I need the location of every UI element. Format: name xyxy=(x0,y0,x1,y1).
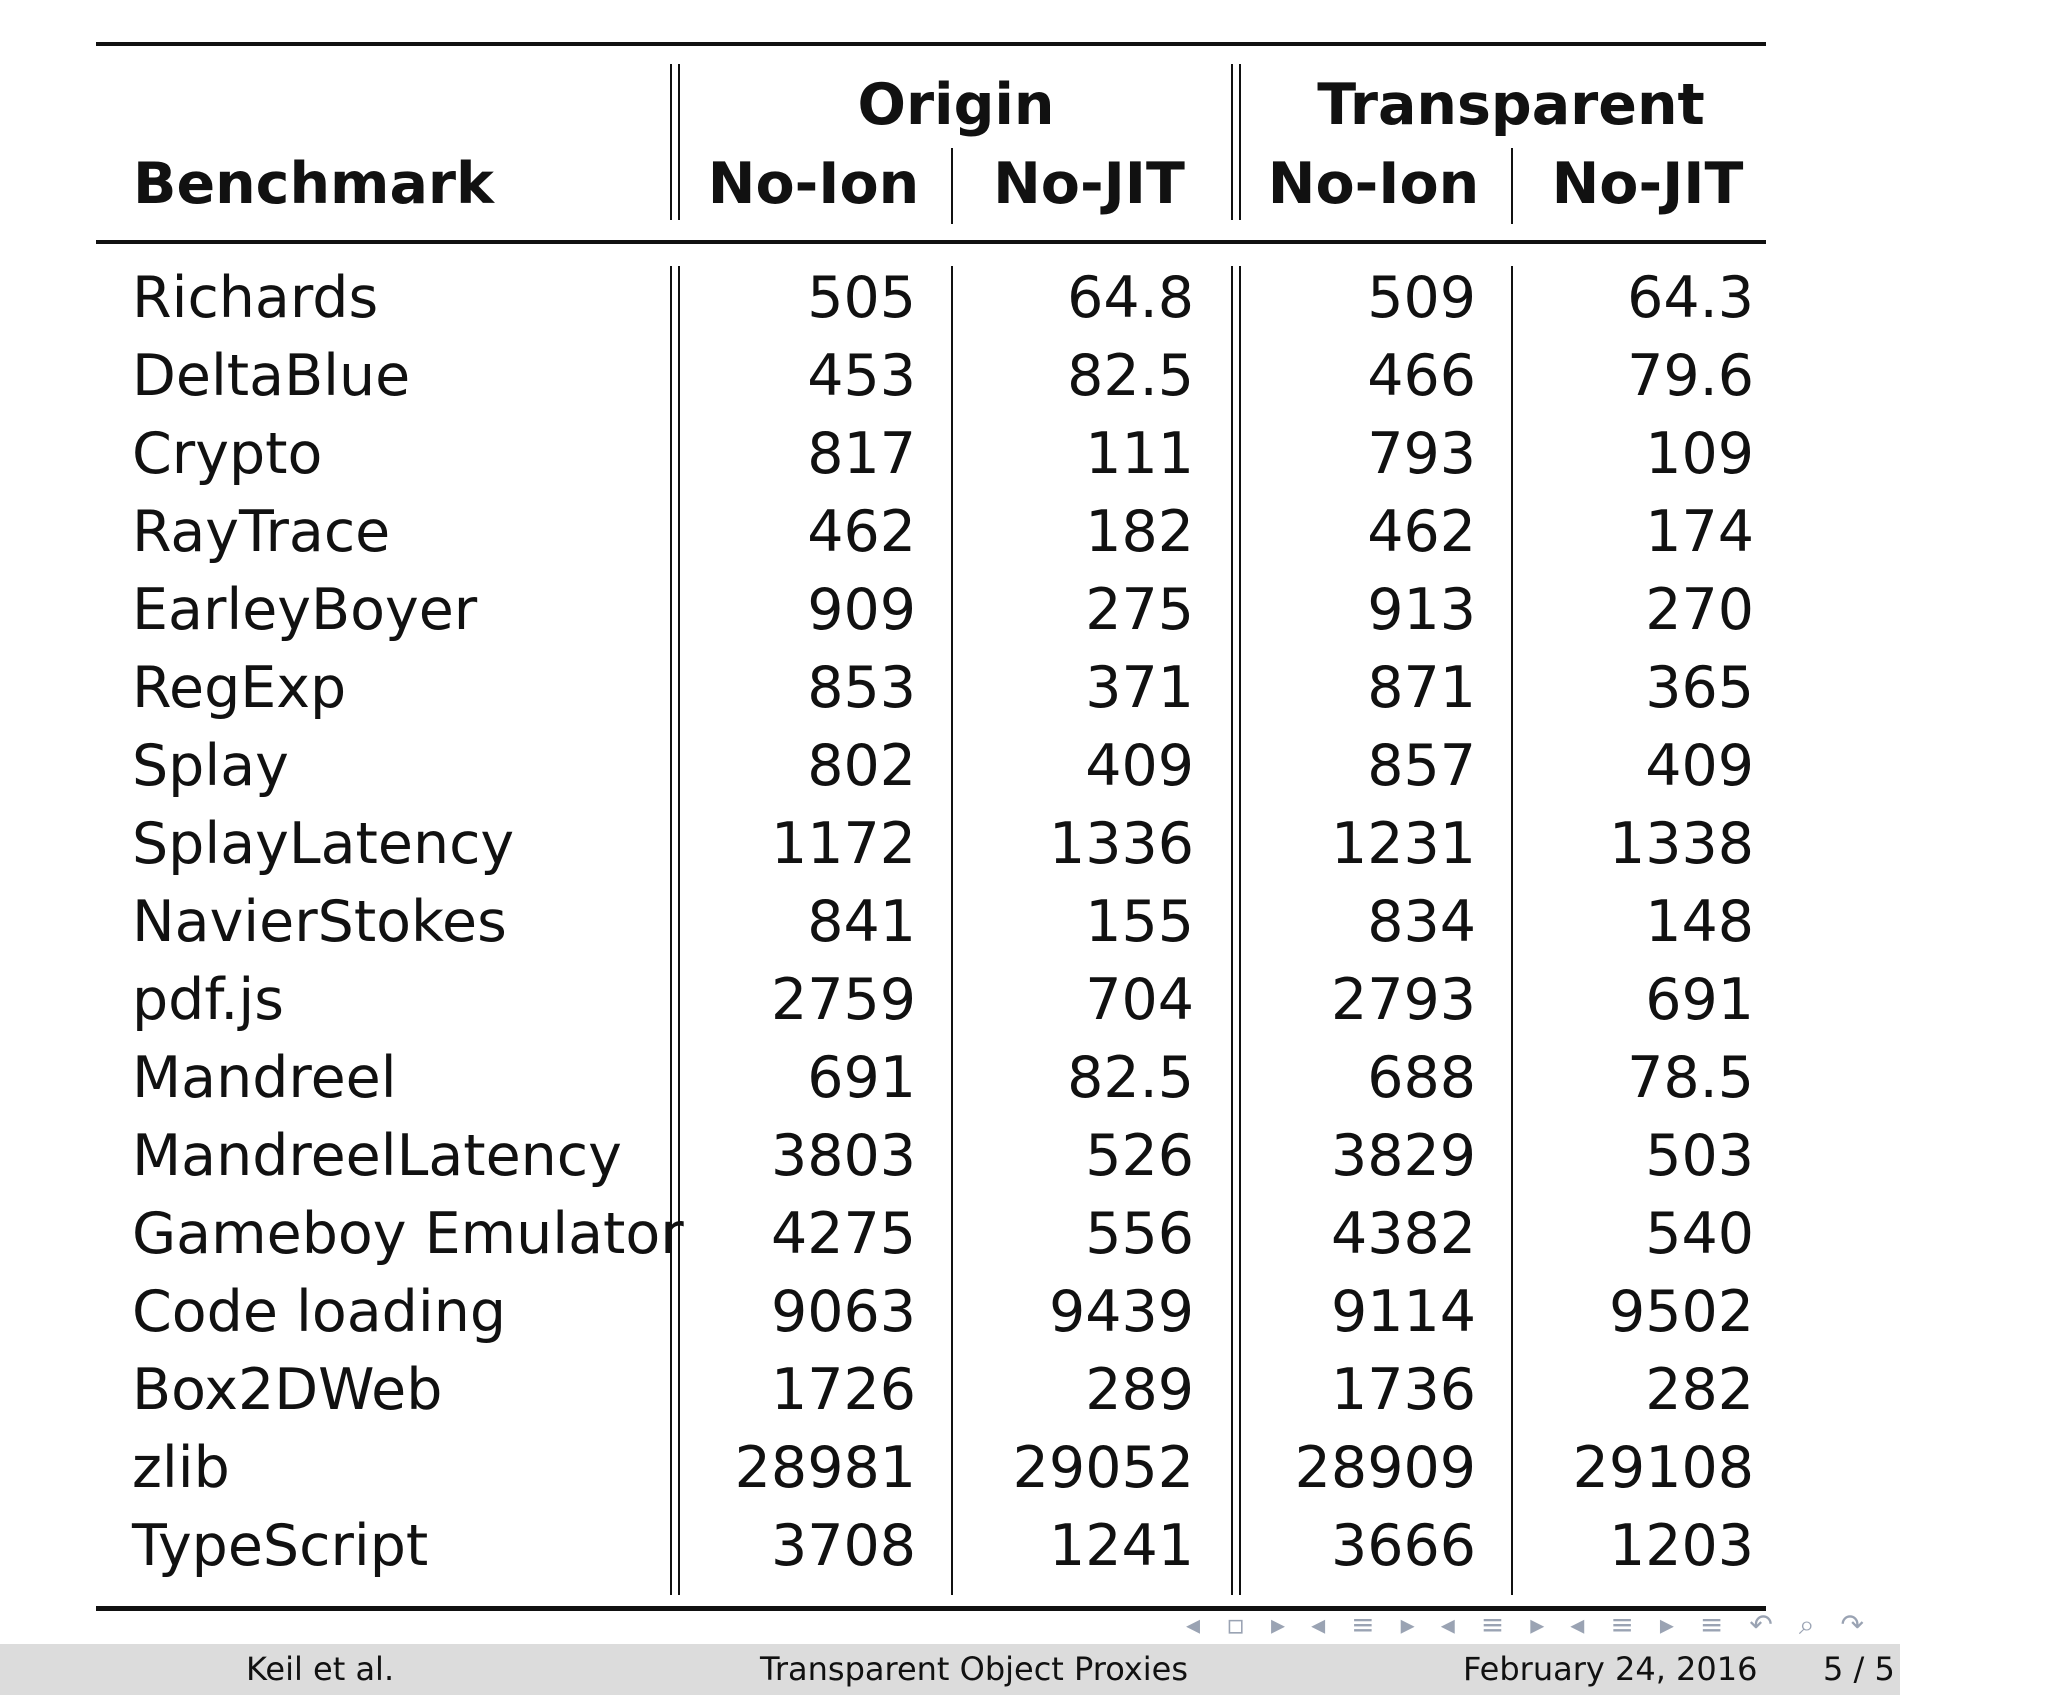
table-cell-value: 453 xyxy=(807,343,916,409)
benchmark-name: MandreelLatency xyxy=(132,1123,622,1189)
table-cell-value: 871 xyxy=(1367,655,1476,721)
header-rule xyxy=(96,240,1766,244)
table-cell-value: 82.5 xyxy=(1067,343,1194,409)
table-cell-value: 275 xyxy=(1085,577,1194,643)
table-cell-value: 409 xyxy=(1645,733,1754,799)
table-cell-value: 3803 xyxy=(770,1123,916,1189)
benchmark-name: TypeScript xyxy=(132,1513,429,1579)
table-cell-value: 691 xyxy=(1645,967,1754,1033)
double-rule xyxy=(670,64,672,220)
table-cell-value: 909 xyxy=(807,577,916,643)
table-cell-value: 503 xyxy=(1645,1123,1754,1189)
table-cell-value: 109 xyxy=(1645,421,1754,487)
table-cell-value: 4382 xyxy=(1330,1201,1476,1267)
table-cell-value: 462 xyxy=(1367,499,1476,565)
arrow-left-icon[interactable]: ◂ xyxy=(1186,1608,1201,1641)
table-cell-value: 1231 xyxy=(1330,811,1476,877)
table-cell-value: 282 xyxy=(1645,1357,1754,1423)
table-cell-value: 111 xyxy=(1085,421,1194,487)
table-body xyxy=(96,0,1766,1620)
table-cell-value: 1241 xyxy=(1048,1513,1194,1579)
sub-header: No-JIT xyxy=(993,151,1185,217)
table-cell-value: 704 xyxy=(1085,967,1194,1033)
sub-header: No-JIT xyxy=(1551,151,1744,217)
arrow-right-icon[interactable]: ▸ xyxy=(1530,1608,1545,1641)
benchmark-name: Mandreel xyxy=(132,1045,397,1111)
benchmark-table xyxy=(96,0,1766,1620)
benchmark-name: SplayLatency xyxy=(132,811,515,877)
table-cell-value: 64.3 xyxy=(1627,265,1754,331)
top-rule xyxy=(96,42,1766,46)
table-cell-value: 509 xyxy=(1367,265,1476,331)
table-cell-value: 82.5 xyxy=(1067,1045,1194,1111)
sub-header: No-Ion xyxy=(707,151,920,217)
table-cell-value: 365 xyxy=(1645,655,1754,721)
group-header-transparent: Transparent xyxy=(1317,72,1705,138)
footer-page: 5 / 5 xyxy=(1823,1650,1895,1688)
arrow-right-icon[interactable]: ▸ xyxy=(1659,1608,1674,1641)
table-cell-value: 466 xyxy=(1367,343,1476,409)
table-cell-value: 691 xyxy=(807,1045,916,1111)
arrow-right-icon[interactable]: ▸ xyxy=(1400,1608,1415,1641)
table-cell-value: 79.6 xyxy=(1627,343,1754,409)
beamer-navigation xyxy=(1186,1605,1864,1645)
footer-title: Transparent Object Proxies xyxy=(760,1650,1188,1688)
table-cell-value: 3708 xyxy=(770,1513,916,1579)
table-cell-value: 1736 xyxy=(1330,1357,1476,1423)
double-rule xyxy=(1239,64,1241,220)
benchmark-name: RegExp xyxy=(132,655,347,721)
table-cell-value: 3666 xyxy=(1330,1513,1476,1579)
table-cell-value: 9114 xyxy=(1330,1279,1476,1345)
table-cell-value: 9063 xyxy=(770,1279,916,1345)
outline-icon[interactable]: ≡ xyxy=(1610,1608,1634,1641)
table-cell-value: 1338 xyxy=(1608,811,1754,877)
column-rule xyxy=(951,148,953,224)
table-cell-value: 409 xyxy=(1085,733,1194,799)
double-rule xyxy=(678,64,680,220)
table-cell-value: 29108 xyxy=(1572,1435,1754,1501)
table-cell-value: 4275 xyxy=(770,1201,916,1267)
benchmark-header: Benchmark xyxy=(133,151,494,217)
table-cell-value: 28909 xyxy=(1294,1435,1476,1501)
benchmark-name: pdf.js xyxy=(132,967,284,1033)
table-cell-value: 155 xyxy=(1085,889,1194,955)
table-cell-value: 841 xyxy=(807,889,916,955)
table-cell-value: 9439 xyxy=(1048,1279,1194,1345)
arrow-right-icon[interactable]: ▸ xyxy=(1271,1608,1286,1641)
table-cell-value: 526 xyxy=(1085,1123,1194,1189)
redo-icon[interactable]: ↷ xyxy=(1840,1608,1864,1641)
table-cell-value: 462 xyxy=(807,499,916,565)
table-cell-value: 2793 xyxy=(1330,967,1476,1033)
arrow-left-icon[interactable]: ◂ xyxy=(1311,1608,1326,1641)
benchmark-name: DeltaBlue xyxy=(132,343,411,409)
table-cell-value: 9502 xyxy=(1608,1279,1754,1345)
footer-author: Keil et al. xyxy=(246,1650,395,1688)
table-cell-value: 270 xyxy=(1645,577,1754,643)
table-cell-value: 148 xyxy=(1645,889,1754,955)
table-cell-value: 1203 xyxy=(1608,1513,1754,1579)
table-cell-value: 688 xyxy=(1367,1045,1476,1111)
subsection-icon[interactable]: ≡ xyxy=(1351,1608,1375,1641)
group-header-origin: Origin xyxy=(857,72,1055,138)
benchmark-name: Crypto xyxy=(132,421,323,487)
table-cell-value: 913 xyxy=(1367,577,1476,643)
table-cell-value: 556 xyxy=(1085,1201,1194,1267)
benchmark-name: NavierStokes xyxy=(132,889,507,955)
frame-icon[interactable]: ▫ xyxy=(1226,1608,1246,1641)
benchmark-name: EarleyBoyer xyxy=(132,577,478,643)
benchmark-name: Splay xyxy=(132,733,289,799)
table-cell-value: 174 xyxy=(1645,499,1754,565)
double-rule xyxy=(1231,64,1233,220)
table-cell-value: 2759 xyxy=(770,967,916,1033)
undo-icon[interactable]: ↶ xyxy=(1749,1608,1773,1641)
table-cell-value: 78.5 xyxy=(1627,1045,1754,1111)
table-cell-value: 1336 xyxy=(1048,811,1194,877)
table-cell-value: 1726 xyxy=(770,1357,916,1423)
table-cell-value: 857 xyxy=(1367,733,1476,799)
benchmark-name: zlib xyxy=(132,1435,230,1501)
arrow-left-icon[interactable]: ◂ xyxy=(1440,1608,1455,1641)
table-cell-value: 505 xyxy=(807,265,916,331)
search-icon[interactable]: ⌕ xyxy=(1798,1608,1815,1641)
benchmark-name: Code loading xyxy=(132,1279,507,1345)
column-rule xyxy=(1511,148,1513,224)
arrow-left-icon[interactable]: ◂ xyxy=(1570,1608,1585,1641)
table-cell-value: 540 xyxy=(1645,1201,1754,1267)
table-cell-value: 834 xyxy=(1367,889,1476,955)
table-cell-value: 853 xyxy=(807,655,916,721)
table-cell-value: 289 xyxy=(1085,1357,1194,1423)
footer-date: February 24, 2016 xyxy=(1463,1650,1758,1688)
table-cell-value: 817 xyxy=(807,421,916,487)
align-icon[interactable]: ≡ xyxy=(1699,1608,1724,1641)
sub-header: No-Ion xyxy=(1267,151,1480,217)
table-cell-value: 793 xyxy=(1367,421,1476,487)
table-cell-value: 371 xyxy=(1085,655,1194,721)
benchmark-name: Richards xyxy=(132,265,379,331)
table-cell-value: 802 xyxy=(807,733,916,799)
benchmark-name: RayTrace xyxy=(132,499,391,565)
table-cell-value: 1172 xyxy=(770,811,916,877)
table-cell-value: 182 xyxy=(1085,499,1194,565)
table-cell-value: 28981 xyxy=(734,1435,916,1501)
benchmark-name: Box2DWeb xyxy=(132,1357,443,1423)
table-cell-value: 29052 xyxy=(1012,1435,1194,1501)
section-icon[interactable]: ≡ xyxy=(1480,1608,1505,1641)
footer-bar xyxy=(0,1644,1900,1695)
benchmark-name: Gameboy Emulator xyxy=(132,1201,684,1267)
table-cell-value: 3829 xyxy=(1330,1123,1476,1189)
table-cell-value: 64.8 xyxy=(1067,265,1194,331)
